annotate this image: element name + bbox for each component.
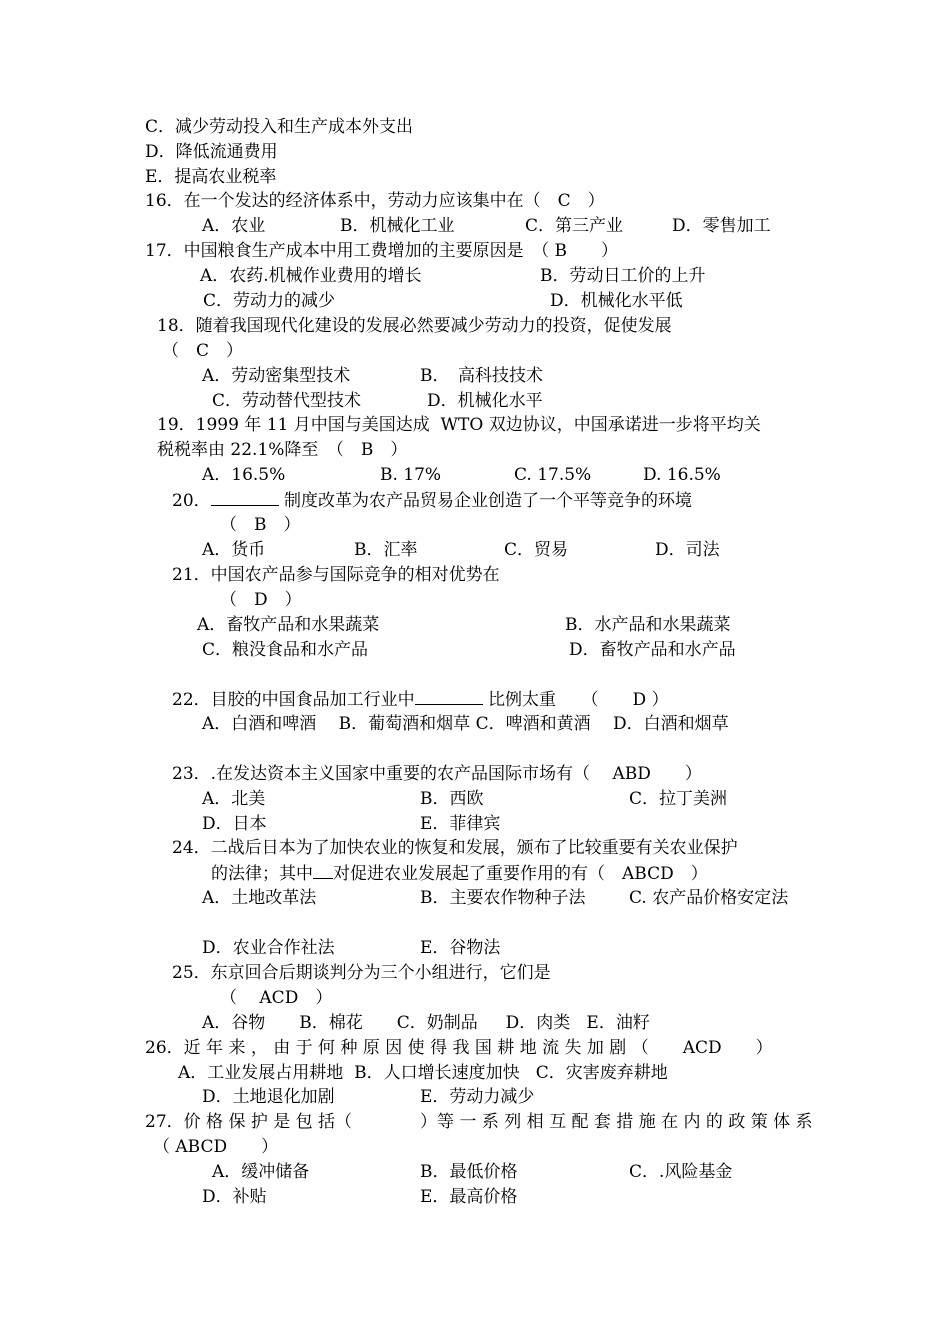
option-a: A．土地改革法 xyxy=(202,888,317,908)
option-e: E．劳动力减少 xyxy=(420,1087,535,1107)
options-line: A．工业发展占用耕地 B．人口增长速度加快 C．灾害废弃耕地 xyxy=(178,1063,668,1083)
option-c: C．贸易 xyxy=(504,540,569,560)
option-d: D. 16.5% xyxy=(643,465,721,485)
option-c: C．劳动力的减少 xyxy=(203,291,336,311)
option-c: C. 17.5% xyxy=(514,465,592,485)
question-24-cont xyxy=(211,862,708,885)
option-b: B．最低价格 xyxy=(420,1162,518,1182)
option-a: A．畜牧产品和水果蔬菜 xyxy=(197,615,380,635)
option-d: D．机械化水平低 xyxy=(550,291,683,311)
option-d: D．日本 xyxy=(202,814,267,834)
question-17: 17．中国粮食生产成本中用工费增加的主要原因是 （ B ） xyxy=(145,241,619,261)
option-d: D．补贴 xyxy=(202,1187,267,1207)
answer: （ ACD ） xyxy=(220,988,333,1008)
option-c: C．拉丁美洲 xyxy=(629,789,728,809)
question-text: 制度改革为农产品贸易企业创造了一个平等竞争的环境 xyxy=(278,491,693,511)
answer: （ D ） xyxy=(220,590,302,610)
option-a: A．劳动密集型技术 xyxy=(202,366,351,386)
question-24: 24．二战后日本为了加快农业的恢复和发展，颁布了比较重要有关农业保护 xyxy=(172,838,738,858)
option-e: E．菲律宾 xyxy=(420,814,501,834)
question-text: 比例太重 （ D ） xyxy=(482,690,669,710)
fill-blank xyxy=(313,862,333,879)
option-a: A．货币 xyxy=(202,540,266,560)
option-c: C．粮没食品和水产品 xyxy=(202,640,369,660)
question-16: 16．在一个发达的经济体系中，劳动力应该集中在（ C ） xyxy=(145,191,605,211)
question-text: 对促进农业发展起了重要作用的有（ ABCD ） xyxy=(333,864,708,884)
option-a: A．缓冲储备 xyxy=(212,1162,310,1182)
question-18: 18．随着我国现代化建设的发展必然要减少劳动力的投资，促使发展 xyxy=(157,316,672,336)
option-c: C．劳动替代型技术 xyxy=(212,391,362,411)
option-d: D．机械化水平 xyxy=(427,391,543,411)
question-21: 21．中国农产品参与国际竞争的相对优势在 xyxy=(172,565,500,585)
option-line: C．减少劳动投入和生产成本外支出 xyxy=(145,117,414,137)
option-b: B. 17% xyxy=(380,465,442,485)
option-d: D．畜牧产品和水产品 xyxy=(569,640,736,660)
answer: （ C ） xyxy=(162,341,244,361)
option-d: D．土地退化加剧 xyxy=(202,1087,335,1107)
option-a: A．北美 xyxy=(202,789,266,809)
answer: （ B ） xyxy=(220,515,301,535)
option-a: A．16.5% xyxy=(202,465,286,485)
options-line: A．谷物 B．棉花 C．奶制品 D．肉类 E．油籽 xyxy=(202,1013,650,1033)
question-20 xyxy=(172,489,692,512)
option-b: B．主要农作物种子法 xyxy=(420,888,586,908)
option-d: D．农业合作社法 xyxy=(202,938,335,958)
question-25: 25．东京回合后期谈判分为三个小组进行，它们是 xyxy=(172,963,551,983)
option-b: B．西欧 xyxy=(420,789,484,809)
answer: （ ABCD ） xyxy=(153,1137,279,1157)
option-b: B． 高科技技术 xyxy=(420,366,543,386)
option-b: B．汇率 xyxy=(354,540,418,560)
option-a: A．农药.机械作业费用的增长 xyxy=(200,266,422,286)
option-line: D．降低流通费用 xyxy=(145,142,278,162)
option-b: B．劳动日工价的上升 xyxy=(540,266,706,286)
options-line: A．白酒和啤酒 B．葡萄酒和烟草 C．啤酒和黄酒 D．白酒和烟草 xyxy=(202,714,729,734)
option-b: B．机械化工业 xyxy=(340,216,455,236)
question-19-cont: 税税率由 22.1%降至 （ B ） xyxy=(157,440,408,460)
fill-blank xyxy=(415,688,483,705)
option-c: C．.风险基金 xyxy=(629,1162,733,1182)
option-b: B．水产品和水果蔬菜 xyxy=(565,615,731,635)
option-d: D．零售加工 xyxy=(672,216,771,236)
question-26: 26．近 年 来 ， 由 于 何 种 原 因 使 得 我 国 耕 地 流 失 加 剧 （ ACD ） xyxy=(145,1038,773,1058)
option-e: E．谷物法 xyxy=(420,938,501,958)
option-c: C. 农产品价格安定法 xyxy=(629,888,789,908)
question-22 xyxy=(172,688,669,711)
question-19: 19．1999 年 11 月中国与美国达成 WTO 双边协议，中国承诺进一步将平均关 xyxy=(157,415,761,435)
option-d: D．司法 xyxy=(655,540,720,560)
option-c: C．第三产业 xyxy=(525,216,624,236)
fill-blank xyxy=(211,489,279,506)
option-a: A．农业 xyxy=(202,216,266,236)
question-27: 27．价 格 保 护 是 包 括（ ）等 一 系 列 相 互 配 套 措 施 在 内 的 政 策 体 系 xyxy=(145,1112,813,1132)
question-number: 20． xyxy=(172,491,211,511)
question-23: 23．.在发达资本主义国家中重要的农产品国际市场有（ ABD ） xyxy=(172,764,702,784)
question-text: 的法律；其中 xyxy=(211,864,313,884)
option-line: E．提高农业税率 xyxy=(145,167,277,187)
option-e: E．最高价格 xyxy=(420,1187,518,1207)
question-text: 22．目胶的中国食品加工行业中 xyxy=(172,690,415,710)
